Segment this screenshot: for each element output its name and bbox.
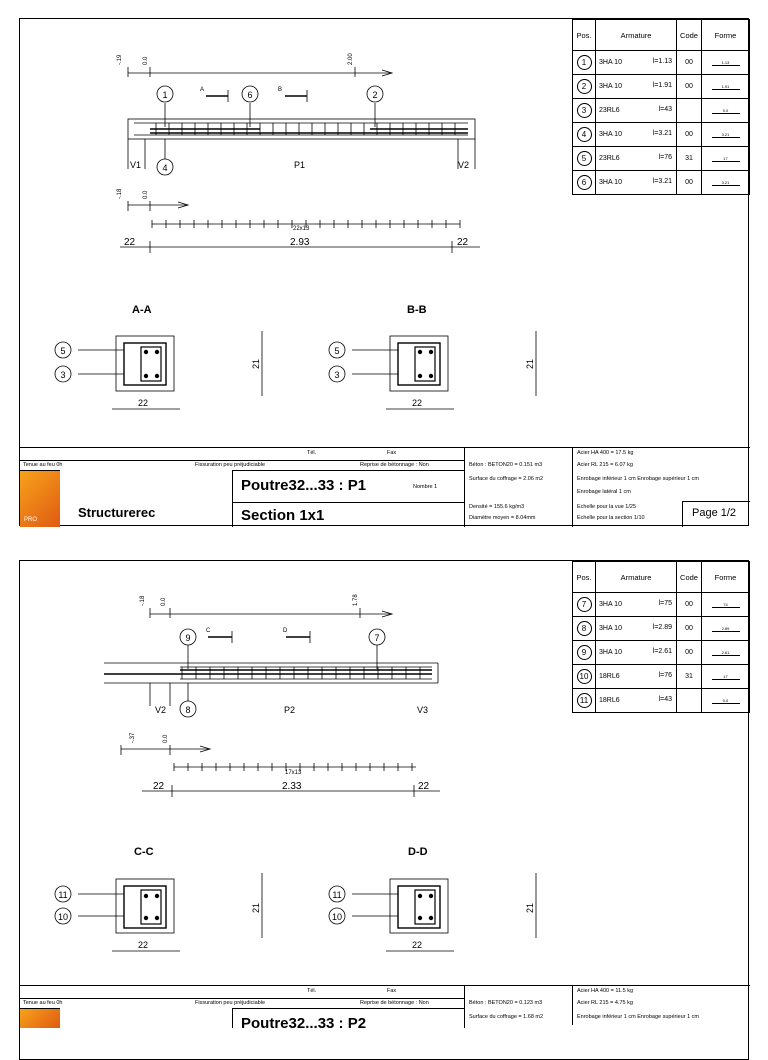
forme-shape: 17 <box>712 156 740 162</box>
svg-text:2: 2 <box>372 90 378 100</box>
tel-label: Tél. <box>307 450 317 456</box>
svg-text:8: 8 <box>185 705 191 715</box>
table-row <box>573 593 750 617</box>
pos-badge: 10 <box>577 669 592 684</box>
section-mark <box>329 908 345 924</box>
forme-shape: 2.89 <box>712 626 740 632</box>
armature-cell <box>596 99 677 123</box>
svg-text:7: 7 <box>374 633 380 643</box>
pour-joint: Reprise de bétonnage : Non <box>360 462 429 468</box>
table-row <box>573 147 750 171</box>
drawing-title: Poutre32...33 : P2 <box>241 1015 367 1032</box>
armature-length: l=2.89 <box>652 624 672 631</box>
armature-length: l=75 <box>658 600 672 607</box>
dim-left: 22 <box>153 781 165 792</box>
table-row <box>573 99 750 123</box>
forme-cell <box>702 641 750 665</box>
rebar-dot <box>144 374 148 378</box>
stirrup-elev-left: -.18 <box>117 188 123 199</box>
svg-text:4: 4 <box>162 163 168 173</box>
armature-cell <box>596 665 677 689</box>
armature-cell <box>596 51 677 75</box>
armature-length: l=3.21 <box>652 130 672 137</box>
svg-text:10: 10 <box>331 912 343 922</box>
code-cell: 00 <box>677 593 702 617</box>
pos-cell <box>573 75 596 99</box>
code-cell <box>677 99 702 123</box>
concrete-volume: Béton : BETON20 = 0.123 m3 <box>469 1000 543 1006</box>
dim-left: 22 <box>124 237 136 248</box>
svg-text:11: 11 <box>332 890 342 900</box>
pos-badge: 1 <box>577 55 592 70</box>
rebar-dot <box>418 894 422 898</box>
steel-rl: Acier RL 215 = 4.75 kg <box>577 1000 633 1006</box>
forme-shape: 1.91 <box>712 84 740 90</box>
pos-cell <box>573 99 596 123</box>
header-armature: Armature <box>596 562 677 593</box>
forme-cell <box>702 665 750 689</box>
armature-length: l=3.21 <box>652 178 672 185</box>
app-logo <box>20 1008 60 1028</box>
pos-badge: 7 <box>577 597 592 612</box>
logo-text: PRO <box>24 517 38 523</box>
right-support: V2 <box>458 160 470 170</box>
forme-cell <box>702 171 750 195</box>
forme-shape: 1.13 <box>712 60 740 66</box>
pos-badge: 6 <box>577 175 592 190</box>
stirrup-spacing: 17x13 <box>285 770 302 776</box>
armature-cell <box>596 171 677 195</box>
section-mark <box>55 366 71 382</box>
armature-name: 3HA 10 <box>599 601 622 608</box>
rebar-dot <box>429 350 433 354</box>
svg-text:9: 9 <box>185 633 191 643</box>
armature-name: 3HA 10 <box>599 649 622 656</box>
section-b-title: B-B <box>407 304 427 316</box>
pour-joint: Reprise de bétonnage : Non <box>360 1000 429 1006</box>
pos-badge: 2 <box>577 79 592 94</box>
elev-right: 1.78 <box>353 594 359 606</box>
forme-cell <box>702 51 750 75</box>
rebar-dot <box>155 374 159 378</box>
section-mark <box>329 366 345 382</box>
pos-cell <box>573 147 596 171</box>
svg-text:3: 3 <box>60 370 66 380</box>
header-code: Code <box>677 562 702 593</box>
rebar-dot <box>155 916 159 920</box>
armature-name: 23RL6 <box>599 155 620 162</box>
pos-badge: 4 <box>577 127 592 142</box>
forme-cell <box>702 689 750 713</box>
callout <box>367 86 383 102</box>
svg-text:5: 5 <box>60 346 66 356</box>
callout <box>157 159 173 175</box>
page-number: Page 1/2 <box>692 507 737 519</box>
tel-label: Tél. <box>307 988 317 994</box>
section-title: Section 1x1 <box>241 507 325 524</box>
drawing-sheet-2 <box>19 560 749 1060</box>
section-a-height: 21 <box>251 358 261 369</box>
title-block-2 <box>20 985 750 1032</box>
armature-length: l=43 <box>658 106 672 113</box>
code-cell: 00 <box>677 641 702 665</box>
formwork-area: Surface du coffrage = 2.06 m2 <box>469 476 544 482</box>
armature-name: 18RL6 <box>599 673 620 680</box>
count: Nombre 1 <box>413 484 438 490</box>
armature-name: 18RL6 <box>599 697 620 704</box>
drawing-title: Poutre32...33 : P1 <box>241 477 367 494</box>
header-code: Code <box>677 20 702 51</box>
pos-cell <box>573 617 596 641</box>
fax-label: Fax <box>387 988 397 994</box>
svg-text:10: 10 <box>57 912 69 922</box>
rebar-dot <box>429 894 433 898</box>
armature-length: l=76 <box>658 154 672 161</box>
cover-2: Enrobage latéral 1 cm <box>577 489 631 495</box>
drawing-sheet-1 <box>19 18 749 526</box>
steel-ha: Acier HA 400 = 17.5 kg <box>577 450 634 456</box>
pos-cell <box>573 689 596 713</box>
rebar-dot <box>144 916 148 920</box>
section-b-height: 21 <box>525 358 535 369</box>
table-row <box>573 75 750 99</box>
forme-shape: 2.61 <box>712 650 740 656</box>
table-row <box>573 689 750 713</box>
code-cell: 31 <box>677 665 702 689</box>
callout <box>180 629 196 645</box>
armature-name: 3HA 10 <box>599 83 622 90</box>
fax-label: Fax <box>387 450 397 456</box>
rebar-dot <box>418 350 422 354</box>
pos-cell <box>573 641 596 665</box>
code-cell <box>677 689 702 713</box>
dim-right: 22 <box>418 781 430 792</box>
mean-diameter: Diamètre moyen = 8.04mm <box>469 515 536 521</box>
cut-label-a: A <box>200 87 205 93</box>
pos-badge: 5 <box>577 151 592 166</box>
section-a-title: A-A <box>132 304 152 316</box>
right-support: V3 <box>417 705 429 715</box>
beam-label: P2 <box>284 705 296 715</box>
cover-1: Enrobage inférieur 1 cm Enrobage supérieur 1 cm <box>577 1014 699 1020</box>
section-mark <box>329 342 345 358</box>
armature-length: l=2.61 <box>652 648 672 655</box>
svg-text:6: 6 <box>247 90 253 100</box>
formwork-area: Surface du coffrage = 1.68 m2 <box>469 1014 544 1020</box>
forme-cell <box>702 99 750 123</box>
elev-right: 2.00 <box>348 53 354 65</box>
rebar-dot <box>144 894 148 898</box>
rebar-dot <box>418 374 422 378</box>
section-c-width: 22 <box>138 940 149 950</box>
callout <box>242 86 258 102</box>
table-row <box>573 617 750 641</box>
beam-label: P1 <box>294 160 306 170</box>
armature-cell <box>596 147 677 171</box>
stirrup-spacing: 22x13 <box>293 226 310 232</box>
steel-rl: Acier RL 215 = 6.07 kg <box>577 462 633 468</box>
rebar-schedule-1 <box>572 19 750 195</box>
cut-label-d: D <box>283 628 288 634</box>
forme-cell <box>702 123 750 147</box>
pos-badge: 11 <box>577 693 592 708</box>
code-cell: 31 <box>677 147 702 171</box>
forme-shape: 74 <box>712 602 740 608</box>
armature-cell <box>596 75 677 99</box>
concrete-volume: Béton : BETON20 = 0.151 m3 <box>469 462 543 468</box>
title-block-1 <box>20 447 750 527</box>
forme-cell <box>702 147 750 171</box>
brand-name: Structurerec <box>78 505 156 520</box>
forme-shape: 0.0 <box>712 698 740 704</box>
rebar-dot <box>155 350 159 354</box>
forme-shape: 17 <box>712 674 740 680</box>
crack-class: Fissuration peu préjudiciable <box>195 462 266 468</box>
pos-cell <box>573 593 596 617</box>
dim-span: 2.33 <box>282 781 302 792</box>
crack-class: Fissuration peu préjudiciable <box>195 1000 266 1006</box>
section-mark <box>55 342 71 358</box>
section-d-width: 22 <box>412 940 423 950</box>
section-mark <box>329 886 345 902</box>
pos-cell <box>573 665 596 689</box>
armature-name: 3HA 10 <box>599 625 622 632</box>
table-row <box>573 171 750 195</box>
cut-label-c: C <box>206 628 211 634</box>
svg-text:1: 1 <box>162 90 168 100</box>
armature-cell <box>596 593 677 617</box>
pos-badge: 8 <box>577 621 592 636</box>
section-c-height: 21 <box>251 902 261 913</box>
armature-name: 3HA 10 <box>599 131 622 138</box>
rebar-dot <box>155 894 159 898</box>
svg-text:5: 5 <box>334 346 340 356</box>
elev-mid: 0.0 <box>161 597 167 606</box>
code-cell: 00 <box>677 171 702 195</box>
section-d-height: 21 <box>525 902 535 913</box>
elev-left: -.18 <box>140 595 146 606</box>
forme-shape: 0.0 <box>712 108 740 114</box>
fire-rating: Tenue au feu 0h <box>23 1000 63 1006</box>
pos-cell <box>573 51 596 75</box>
pos-cell <box>573 171 596 195</box>
elev-mid: 0.0 <box>143 56 149 65</box>
section-a-width: 22 <box>138 398 149 408</box>
section-c-title: C-C <box>134 846 154 858</box>
svg-text:3: 3 <box>334 370 340 380</box>
armature-cell <box>596 689 677 713</box>
pos-badge: 9 <box>577 645 592 660</box>
pos-badge: 3 <box>577 103 592 118</box>
rebar-dot <box>429 916 433 920</box>
armature-cell <box>596 641 677 665</box>
dim-span: 2.93 <box>290 237 310 248</box>
code-cell: 00 <box>677 51 702 75</box>
rebar-schedule-2 <box>572 561 750 713</box>
rebar-dot <box>144 350 148 354</box>
armature-length: l=1.13 <box>652 58 672 65</box>
density: Densité = 155.6 kg/m3 <box>469 504 525 510</box>
armature-length: l=76 <box>658 672 672 679</box>
header-forme: Forme <box>702 562 750 593</box>
forme-cell <box>702 593 750 617</box>
header-pos: Pos. <box>573 20 596 51</box>
stirrup-elev-mid: 0.0 <box>163 734 169 743</box>
rebar-dot <box>418 916 422 920</box>
code-cell: 00 <box>677 75 702 99</box>
forme-cell <box>702 617 750 641</box>
armature-name: 23RL6 <box>599 107 620 114</box>
section-mark <box>55 908 71 924</box>
armature-name: 3HA 10 <box>599 179 622 186</box>
stirrup-elev-mid: 0.0 <box>143 190 149 199</box>
cut-label-b: B <box>278 87 283 93</box>
code-cell: 00 <box>677 617 702 641</box>
section-b-width: 22 <box>412 398 423 408</box>
table-row <box>573 641 750 665</box>
armature-length: l=43 <box>658 696 672 703</box>
header-pos: Pos. <box>573 562 596 593</box>
rebar-dot <box>429 374 433 378</box>
armature-cell <box>596 617 677 641</box>
pos-cell <box>573 123 596 147</box>
header-forme: Forme <box>702 20 750 51</box>
armature-cell <box>596 123 677 147</box>
steel-ha: Acier HA 400 = 11.5 kg <box>577 988 634 994</box>
table-row <box>573 123 750 147</box>
table-row <box>573 665 750 689</box>
svg-text:11: 11 <box>58 890 68 900</box>
code-cell: 00 <box>677 123 702 147</box>
armature-length: l=1.91 <box>652 82 672 89</box>
fire-rating: Tenue au feu 0h <box>23 462 63 468</box>
elev-left: -.19 <box>117 54 123 65</box>
stirrup-elev-left: -.37 <box>130 732 136 743</box>
forme-shape: 3.21 <box>712 132 740 138</box>
scale-view: Echelle pour la vue 1/25 <box>577 504 637 510</box>
header-armature: Armature <box>596 20 677 51</box>
section-mark <box>55 886 71 902</box>
left-support: V1 <box>130 160 142 170</box>
cover-1: Enrobage inférieur 1 cm Enrobage supérieur 1 cm <box>577 476 699 482</box>
callout <box>180 701 196 717</box>
scale-section: Echelle pour la section 1/10 <box>577 515 645 521</box>
callout <box>369 629 385 645</box>
table-row <box>573 51 750 75</box>
armature-name: 3HA 10 <box>599 59 622 66</box>
dim-right: 22 <box>457 237 469 248</box>
forme-shape: 3.21 <box>712 180 740 186</box>
callout <box>157 86 173 102</box>
forme-cell <box>702 75 750 99</box>
left-support: V2 <box>155 705 167 715</box>
section-d-title: D-D <box>408 846 428 858</box>
